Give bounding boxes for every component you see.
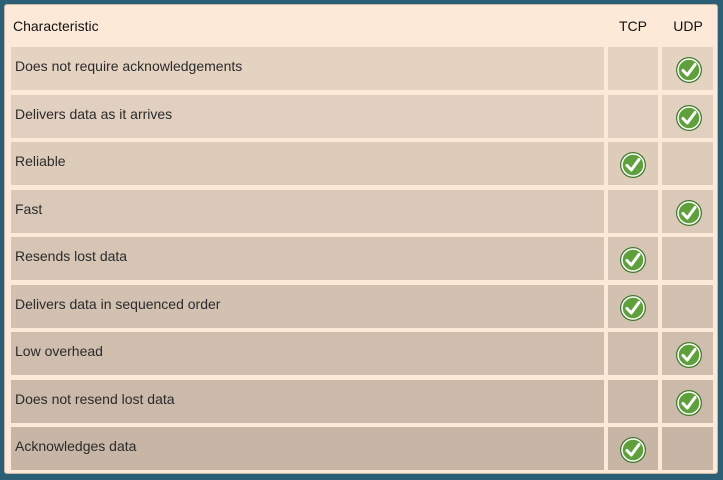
udp-cell [662,427,713,470]
table-row [11,95,713,138]
checkmark-circle-icon [675,389,703,417]
table-row [11,190,713,233]
tcp-cell [608,285,658,328]
characteristic-label: Reliable [15,153,66,169]
udp-cell [662,380,713,423]
characteristic-label: Fast [15,200,43,217]
characteristic-cell [11,47,604,90]
characteristic-label: Does not resend lost data [15,390,175,407]
characteristic-label: Delivers data in sequenced order [15,295,221,312]
tcp-cell [608,332,658,375]
table-row [11,285,713,328]
tcp-cell [608,427,658,470]
characteristic-label: Resends lost data [15,248,128,264]
table-row [11,47,713,90]
characteristic-label: Low overhead [15,343,103,359]
characteristic-cell [11,285,604,328]
header-udp: UDP [673,18,703,34]
characteristic-label: Does not require acknowledgements [15,58,243,74]
characteristic-cell [11,95,604,138]
checkmark-circle-icon [675,341,703,369]
udp-cell [662,285,713,328]
tcp-cell [608,190,658,233]
checkmark-circle-icon [619,151,647,179]
characteristic-cell [11,190,604,233]
checkmark-circle-icon [619,246,647,274]
table-row [11,427,713,470]
table-header [5,5,717,45]
tcp-cell [608,95,658,138]
comparison-panel [4,4,718,474]
table-row [11,237,713,280]
checkmark-circle-icon [675,199,703,227]
udp-cell [662,95,713,138]
udp-cell [662,332,713,375]
checkmark-circle-icon [675,56,703,84]
header-characteristic: Characteristic [13,18,99,34]
udp-cell [662,142,713,185]
characteristic-cell [11,427,604,470]
checkmark-circle-icon [619,294,647,322]
characteristic-label: Delivers data as it arrives [15,105,173,122]
characteristic-label: Acknowledges data [15,438,137,454]
characteristic-cell [11,142,604,185]
udp-cell [662,47,713,90]
tcp-cell [608,142,658,185]
udp-cell [662,190,713,233]
table-row [11,380,713,423]
characteristic-cell [11,332,604,375]
characteristic-cell [11,237,604,280]
checkmark-circle-icon [619,436,647,464]
header-tcp: TCP [619,18,647,34]
tcp-cell [608,380,658,423]
tcp-cell [608,237,658,280]
characteristic-cell [11,380,604,423]
table-row [11,142,713,185]
checkmark-circle-icon [675,104,703,132]
table-row [11,332,713,375]
udp-cell [662,237,713,280]
tcp-cell [608,47,658,90]
